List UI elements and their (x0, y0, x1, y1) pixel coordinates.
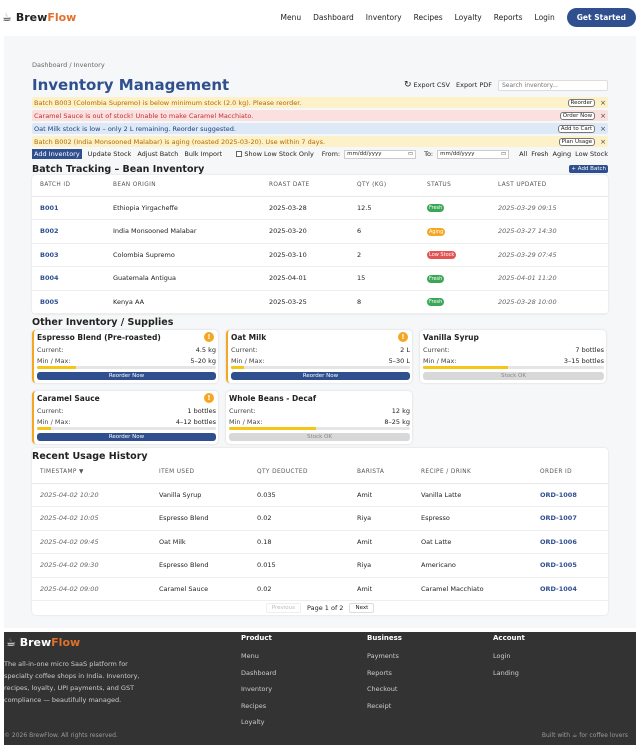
warning-icon: ! (398, 332, 408, 342)
footer-link-login[interactable]: Login (493, 652, 511, 660)
order-id-link[interactable]: ORD-1008 (532, 483, 608, 507)
usage-card (32, 448, 608, 615)
calendar-icon: ▭ (407, 151, 414, 157)
other-inventory-title: Other Inventory / Supplies (32, 316, 174, 328)
batch-table (32, 175, 608, 314)
supply-name: Whole Beans - Decaf (229, 394, 317, 403)
table-row[interactable]: 2025-04-02 10:05 Espresso Blend 0.02 Riya Espresso ORD-1007 (32, 507, 608, 531)
nav-link-menu[interactable]: Menu (280, 12, 302, 22)
filter-fresh[interactable]: Fresh (531, 150, 549, 158)
current-value: 12 kg (391, 406, 410, 415)
previous-button[interactable]: Previous (266, 603, 301, 613)
checkbox[interactable] (236, 151, 242, 157)
column-header[interactable]: BATCH ID (32, 175, 105, 196)
supply-name: Vanilla Syrup (423, 333, 479, 342)
batch-table-card (32, 175, 608, 314)
minmax-value: 3–15 bottles (563, 356, 604, 365)
order-id-link[interactable]: ORD-1004 (532, 577, 608, 601)
reorder-now-button[interactable]: Reorder Now (37, 372, 216, 380)
footer-description: The all-in-one micro SaaS platform for specialty coffee shops in India. Inventory, recipes, loyalty, UPI payments, and GST compliance — beautifully managed. (4, 660, 140, 704)
table-row[interactable]: 2025-04-02 09:30 Espresso Blend 0.015 Riya Americano ORD-1005 (32, 554, 608, 578)
calendar-icon: ▭ (500, 151, 507, 157)
reorder-button[interactable]: Reorder (568, 99, 596, 107)
table-row[interactable]: B004 Guatemala Antigua 2025-04-01 15 Fresh 2025-04-01 11:20 (32, 267, 608, 291)
refresh-icon: ↻ (403, 80, 412, 90)
column-header[interactable]: RECIPE / DRINK (413, 462, 532, 483)
footer-link-payments[interactable]: Payments (367, 652, 399, 660)
nav-link-dashboard[interactable]: Dashboard (313, 12, 354, 22)
footer-link-landing[interactable]: Landing (493, 668, 519, 677)
supply-name: Caramel Sauce (37, 394, 100, 403)
current-value: 7 bottles (575, 345, 604, 354)
filter-all[interactable]: All (519, 150, 528, 158)
footer-tagline: Built with ☕ for coffee lovers (541, 732, 628, 739)
footer-link-receipt[interactable]: Receipt (367, 701, 392, 710)
current-value: 1 bottles (187, 406, 216, 415)
from-label: From: (321, 150, 341, 158)
table-row[interactable]: 2025-04-02 09:00 Caramel Sauce 0.02 Amit Caramel Macchiato ORD-1004 (32, 577, 608, 601)
status-badge: Low Stock (429, 252, 455, 259)
stock-level-bar (229, 427, 410, 430)
breadcrumb: Dashboard / Inventory (32, 61, 105, 69)
close-icon[interactable]: × (600, 111, 606, 120)
add-batch-button[interactable]: + Add Batch (571, 166, 606, 172)
footer-product-column: Product Menu Dashboard Inventory Recipes Loyalty (241, 634, 276, 735)
batch-id[interactable]: B002 (32, 220, 105, 244)
close-icon[interactable]: × (600, 98, 606, 107)
table-row[interactable]: 2025-04-02 10:20 Vanilla Syrup 0.035 Amit Vanilla Latte ORD-1008 (32, 483, 608, 507)
breadcrumb-current: Inventory (73, 61, 105, 69)
nav-link-inventory[interactable]: Inventory (365, 12, 402, 22)
supply-card: Caramel Sauce ! Current: 1 bottles Min / Max: 4–12 bottles Reorder Now (32, 391, 218, 444)
add-inventory-button[interactable]: Add Inventory (34, 150, 80, 158)
footer-business-column: Business Payments Reports Checkout Receipt (367, 634, 402, 718)
brand-name-accent: Flow (47, 10, 77, 24)
stock-level-bar (231, 366, 410, 369)
batch-section-title: Batch Tracking – Bean Inventory (32, 163, 205, 175)
bulk-import-button[interactable]: Bulk Import (184, 150, 223, 158)
batch-id[interactable]: B004 (32, 267, 105, 291)
to-label: To: (424, 150, 434, 158)
search-input[interactable] (498, 80, 608, 91)
batch-id[interactable]: B005 (32, 290, 105, 314)
column-header[interactable]: QTY DEDUCTED (249, 462, 349, 483)
top-nav (0, 0, 640, 34)
column-header[interactable]: BARISTA (349, 462, 413, 483)
current-value: 4.5 kg (195, 345, 216, 354)
low-stock-toggle[interactable]: Show Low Stock Only (236, 150, 313, 158)
minmax-value: 4–12 bottles (175, 417, 216, 426)
order-id-link[interactable]: ORD-1005 (532, 554, 608, 578)
footer-link-checkout[interactable]: Checkout (367, 685, 398, 693)
column-header[interactable]: BEAN ORIGIN (105, 175, 261, 196)
footer-brand[interactable]: ☕ BrewFlow (6, 636, 81, 649)
minmax-value: 5–30 L (388, 356, 410, 365)
table-row[interactable]: 2025-04-02 09:45 Oat Milk 0.18 Amit Oat Latte ORD-1006 (32, 530, 608, 554)
column-header[interactable]: STATUS (419, 175, 490, 196)
table-row[interactable]: B001 Ethiopia Yirgacheffe 2025-03-28 12.5 Fresh 2025-03-29 09:15 (32, 196, 608, 220)
column-header[interactable]: QTY (KG) (349, 175, 419, 196)
export-csv-button[interactable]: ↻ Export CSV (403, 80, 450, 90)
stock-ok-button: Stock OK (229, 433, 410, 441)
table-row[interactable]: B003 Colombia Supremo 2025-03-10 2 Low Stock 2025-03-29 07:45 (32, 243, 608, 267)
footer-link-reports[interactable]: Reports (367, 668, 392, 677)
footer-account-column: Account Login Landing (493, 634, 525, 685)
footer (4, 632, 636, 745)
footer-link-recipes[interactable]: Recipes (241, 701, 267, 710)
table-row[interactable]: B002 India Monsooned Malabar 2025-03-20 6 Aging 2025-03-27 14:30 (32, 220, 608, 244)
minmax-value: 8–25 kg (384, 417, 410, 426)
footer-link-menu[interactable]: Menu (241, 652, 259, 660)
supply-card: Whole Beans - Decaf Current: 12 kg Min / Max: 8–25 kg Stock OK (226, 391, 412, 444)
warning-icon: ! (204, 332, 214, 342)
alert-low-batch: Batch B003 (Colombia Supremo) is below minimum stock (2.0 kg). Please reorder. Reorder × (34, 98, 606, 107)
next-button[interactable]: Next (349, 603, 374, 613)
close-icon[interactable]: × (600, 124, 606, 133)
page-title: Inventory Management (32, 76, 230, 94)
order-id-link[interactable]: ORD-1006 (532, 530, 608, 554)
filter-low-stock[interactable]: Low Stock (575, 150, 608, 158)
coffee-cup-icon: ☕ (6, 636, 16, 649)
footer-link-inventory[interactable]: Inventory (241, 685, 273, 693)
stock-ok-button: Stock OK (423, 372, 604, 380)
brand-name: Brew (15, 10, 48, 24)
current-value: 2 L (400, 345, 410, 354)
nav-links (269, 8, 637, 27)
nav-link-recipes[interactable]: Recipes (413, 12, 443, 22)
table-row[interactable]: B005 Kenya AA 2025-03-25 8 Fresh 2025-03-28 10:00 (32, 290, 608, 314)
page-indicator: Page 1 of 2 (306, 604, 344, 612)
supply-card: Espresso Blend (Pre-roasted) ! Current: 4.5 kg Min / Max: 5–20 kg Reorder Now (32, 330, 218, 383)
adjust-batch-button[interactable]: Adjust Batch (137, 150, 179, 158)
batch-id[interactable]: B003 (32, 243, 105, 267)
nav-link-reports[interactable]: Reports (493, 12, 523, 22)
stock-level-bar (423, 366, 604, 369)
status-badge: Fresh (429, 275, 443, 282)
plan-usage-button[interactable]: Plan Usage (559, 138, 596, 146)
export-pdf-button[interactable]: Export PDF (455, 81, 492, 89)
nav-link-login[interactable]: Login (534, 12, 555, 22)
usage-table (32, 462, 608, 601)
supply-card: Oat Milk ! Current: 2 L Min / Max: 5–30 L Reorder Now (226, 330, 412, 383)
reorder-now-button[interactable]: Reorder Now (37, 433, 216, 441)
supply-name: Espresso Blend (Pre-roasted) (37, 333, 161, 342)
order-now-button[interactable]: Order Now (560, 112, 595, 120)
usage-section-title: Recent Usage History (32, 451, 148, 462)
footer-link-dashboard[interactable]: Dashboard (241, 668, 277, 677)
stock-level-bar (37, 427, 216, 430)
reorder-now-button[interactable]: Reorder Now (231, 372, 410, 380)
status-badge: Aging (429, 228, 444, 235)
supply-name: Oat Milk (231, 333, 267, 342)
footer-link-loyalty[interactable]: Loyalty (241, 718, 265, 726)
warning-icon: ! (204, 393, 214, 403)
filter-aging[interactable]: Aging (552, 150, 572, 158)
inventory-toolbar (32, 148, 608, 160)
from-date-input[interactable]: mm/dd/yyyy ▭ (344, 150, 416, 159)
minmax-value: 5–20 kg (190, 356, 216, 365)
copyright: © 2026 BrewFlow. All rights reserved. (4, 732, 118, 739)
main-content (4, 36, 636, 628)
close-icon[interactable]: × (600, 137, 606, 146)
alert-out-of-stock: Caramel Sauce is out of stock! Unable to make Caramel Macchiato. Order Now × (34, 111, 606, 120)
column-header[interactable]: LAST UPDATED (490, 175, 608, 196)
status-badge: Fresh (429, 205, 443, 212)
column-header[interactable]: ITEM USED (151, 462, 249, 483)
order-id-link[interactable]: ORD-1007 (532, 507, 608, 531)
pagination (32, 601, 608, 615)
stock-level-bar (37, 366, 216, 369)
breadcrumb-home[interactable]: Dashboard (32, 61, 68, 69)
status-badge: Fresh (429, 299, 443, 306)
column-header[interactable]: ORDER ID (532, 462, 608, 483)
alert-aging: Batch B002 (India Monsooned Malabar) is aging (roasted 2025-03-20). Use within 7 days. Plan Usage × (34, 137, 606, 146)
to-date-input[interactable]: mm/dd/yyyy ▭ (437, 150, 509, 159)
batch-id[interactable]: B001 (32, 196, 105, 220)
add-to-cart-button[interactable]: Add to Cart (558, 125, 595, 133)
get-started-button[interactable]: Get Started (567, 8, 636, 27)
update-stock-button[interactable]: Update Stock (87, 150, 132, 158)
brand-logo[interactable] (2, 11, 76, 24)
coffee-cup-icon: ☕ (2, 10, 12, 24)
column-header[interactable]: ROAST DATE (261, 175, 349, 196)
supply-card: Vanilla Syrup Current: 7 bottles Min / Max: 3–15 bottles Stock OK (420, 330, 606, 383)
nav-link-loyalty[interactable]: Loyalty (454, 12, 482, 22)
supplies-grid (32, 330, 608, 444)
column-header[interactable]: TIMESTAMP ▼ (32, 462, 151, 483)
alert-low-stock: Oat Milk stock is low – only 2 L remaining. Reorder suggested. Add to Cart × (34, 124, 606, 133)
